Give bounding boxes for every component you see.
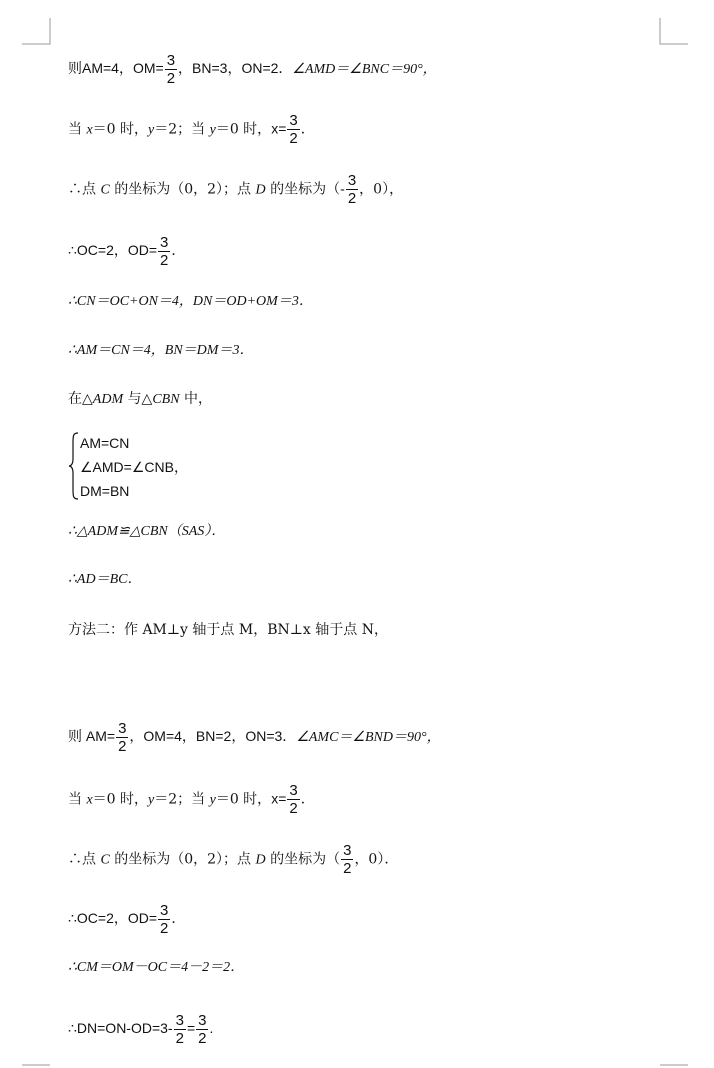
text: 的坐标为（ [265,181,341,198]
fraction [196,1012,208,1047]
fraction-numerator: 3 [347,172,357,189]
fraction-denominator: 2 [289,800,298,817]
fraction-numerator: 3 [343,842,352,859]
text: x= [271,790,287,807]
fraction [341,842,353,877]
fraction-numerator: 3 [198,1012,207,1029]
text: ＝0 时， [92,791,149,808]
text: = [186,1020,196,1037]
s2-line-4 [68,902,185,937]
text: 当 [68,791,87,808]
text: ＝0 时， [92,121,149,138]
fraction-denominator: 2 [166,70,176,87]
text: ∴OC=2，OD= [68,242,158,259]
fraction-numerator: 3 [160,234,169,251]
text: ∴点 [68,851,101,868]
corner-mark-bottom-right [658,1060,688,1068]
text: ＝2；当 [154,791,210,808]
corner-mark-top-right [658,18,688,46]
fraction-denominator: 2 [198,1030,207,1047]
text: ． [300,791,315,808]
fraction [346,172,358,207]
s1-line-1 [68,52,437,87]
corner-mark-bottom-left [22,1060,52,1068]
text: ＝0 时， [215,791,272,808]
fraction-denominator: 2 [343,860,352,877]
s1-line-4 [68,234,185,269]
var: ADM [92,392,124,407]
text: ，BN=3，ON=2． [178,60,293,77]
fraction-numerator: 3 [166,52,176,69]
s2-line-5: ∴CM＝OM－OC＝4－2＝2． [68,960,245,975]
s1-line-8: ∴△ADM≌△CBN（SAS）． [68,524,226,539]
fraction-numerator: 3 [160,902,169,919]
text: . [209,1020,214,1037]
angle-expression: ∠AMD＝∠BNC＝90°， [292,62,437,78]
text: ，OM=4，BN=2，ON=3． [129,728,297,745]
var: D [255,852,266,868]
text: ∴点 [68,181,101,198]
text: ，0）， [359,181,404,198]
var: y [209,792,216,808]
s1-line-3 [68,172,403,207]
text: ∴OC=2，OD= [68,910,158,927]
s1-line-9: ∴AD＝BC． [68,572,142,587]
fraction [158,902,170,937]
fraction-denominator: 2 [160,252,169,269]
var: y [148,792,155,808]
system-line-2: ∠AMD=∠CNB， [80,459,188,475]
fraction-numerator: 3 [118,720,127,737]
angle-expression: ∠AMC＝∠BND＝90°， [296,730,441,746]
var: x [86,122,93,138]
s1-line-10: 方法二：作 AM⊥y 轴于点 M，BN⊥x 轴于点 N， [68,622,388,638]
text: - [340,181,345,198]
s1-line-2 [68,112,315,147]
text: 则AM=4，OM= [68,60,164,77]
s2-line-3 [68,842,398,877]
s1-line-7 [68,389,212,410]
var: C [100,852,110,868]
text: x= [271,120,287,137]
text: ＝2；当 [154,121,210,138]
fraction-numerator: 3 [289,112,298,129]
text: 的坐标为（ [265,851,341,868]
var: D [255,182,266,198]
fraction-denominator: 2 [175,1030,184,1047]
system-line-1: AM=CN [80,435,130,451]
fraction-numerator: 3 [175,1012,184,1029]
text: ． [300,121,315,138]
text: 的坐标为（0，2）；点 [109,181,256,198]
text: ＝0 时， [215,121,272,138]
var: x [86,792,93,808]
text: 当 [68,121,87,138]
s2-line-6 [68,1012,213,1047]
text: ． [171,910,186,927]
text: 与△ [123,391,153,407]
text: ，0）． [354,851,399,868]
fraction [287,112,299,147]
text: 则 AM= [68,728,116,745]
var: C [100,182,110,198]
text: 的坐标为（0，2）；点 [109,851,256,868]
fraction [174,1012,186,1047]
var: CBN [152,392,180,407]
left-brace-icon [68,431,80,501]
system-lines [80,431,188,503]
fraction-numerator: 3 [289,782,298,799]
corner-mark-top-left [22,18,52,46]
fraction [116,720,128,755]
fraction-denominator: 2 [289,130,298,147]
fraction [287,782,299,817]
fraction-denominator: 2 [118,738,127,755]
var: y [209,122,216,138]
s1-line-5: ∴CN＝OC+ON＝4，DN＝OD+OM＝3． [68,294,313,309]
fraction [158,234,170,269]
text: 在△ [68,391,93,407]
system-line-3: DM=BN [80,483,130,499]
fraction-denominator: 2 [347,190,357,207]
var: y [148,122,155,138]
s1-line-6: ∴AM＝CN＝4，BN＝DM＝3． [68,343,254,358]
text: 中， [179,391,213,407]
s2-line-1 [68,720,441,755]
s2-line-2 [68,782,315,817]
fraction-denominator: 2 [160,920,169,937]
fraction [165,52,177,87]
text: ∴DN=ON-OD=3- [68,1020,173,1037]
text: ． [171,242,186,259]
